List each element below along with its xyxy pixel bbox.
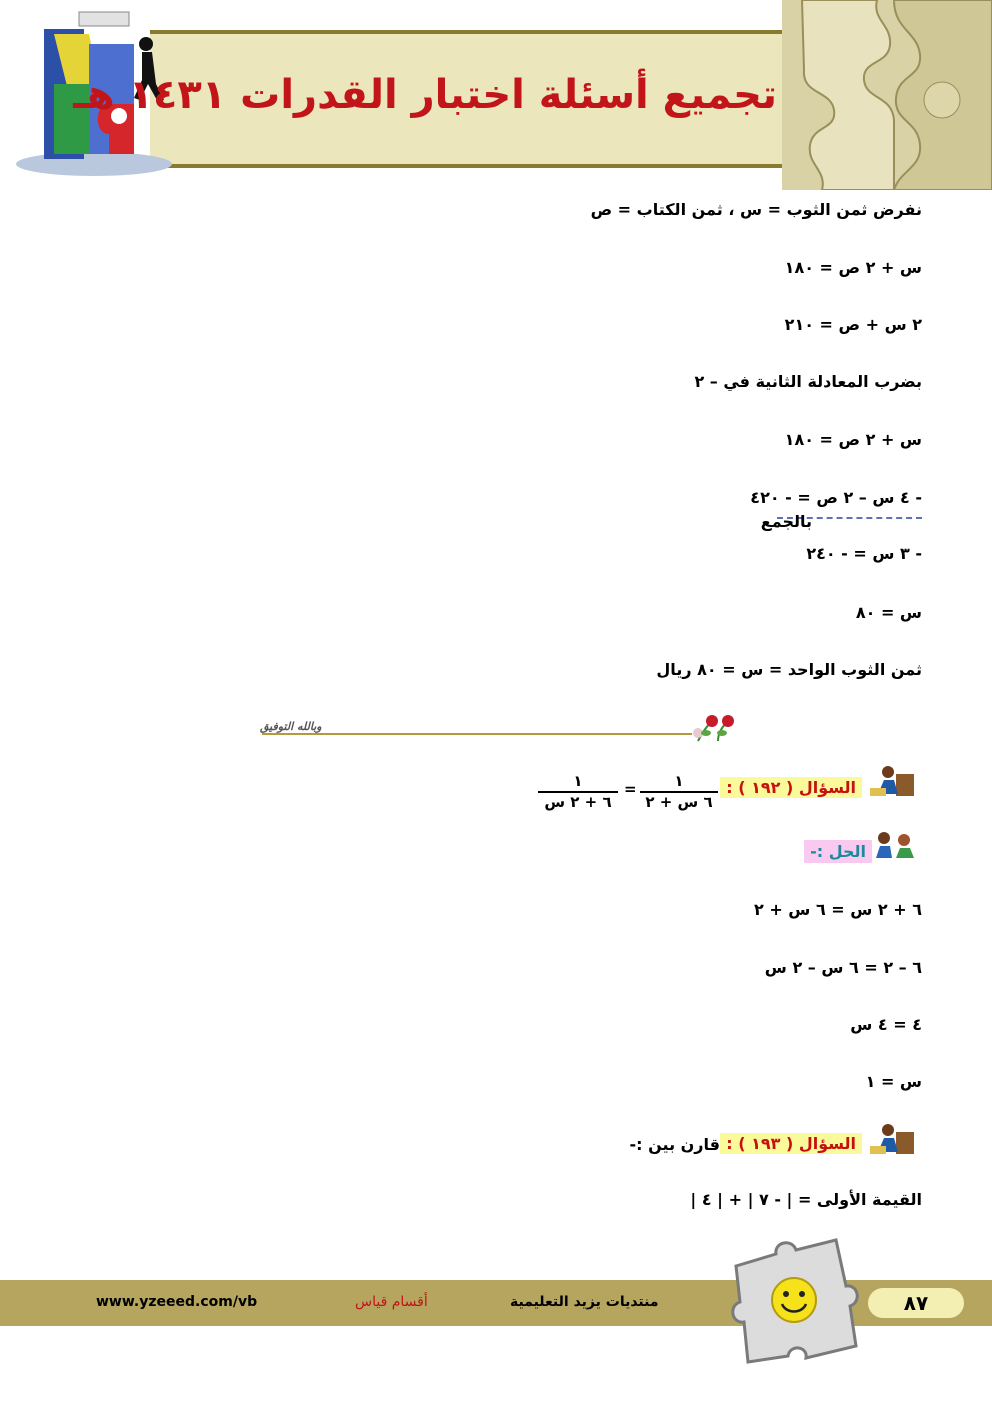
page-number: ٨٧ <box>868 1288 964 1318</box>
fraction-numerator: ١ <box>640 772 718 793</box>
students-icon <box>868 764 918 798</box>
question-193-label: السؤال ( ١٩٣ ) : <box>720 1133 862 1154</box>
section-name: أقسام قياس <box>355 1294 428 1310</box>
fraction-denominator: ٦ س + ٢ <box>645 793 713 811</box>
equation-line: بضرب المعادلة الثانية في – ٢ <box>694 372 922 391</box>
equation-line: س + ٢ ص = ١٨٠ <box>784 430 922 449</box>
question-192-label: السؤال ( ١٩٢ ) : <box>720 777 862 798</box>
question-193-text: قارن بين :- <box>629 1135 720 1154</box>
page-title: تجميع أسئلة اختبار القدرات ١٤٣١ هـ <box>73 72 777 118</box>
first-value-line: القيمة الأولى = | - ٧ | + | ٤ | <box>690 1190 922 1209</box>
answer-line: ثمن الثوب الواحد = س = ٨٠ ريال <box>656 660 922 679</box>
equation-line: - ٣ س = - ٢٤٠ <box>806 544 922 563</box>
solution-label: الحل :- <box>804 840 872 863</box>
page-header <box>0 0 992 190</box>
section-divider <box>262 733 692 735</box>
equation-line: س + ٢ ص = ١٨٠ <box>784 258 922 277</box>
equals-sign: = <box>624 780 637 798</box>
solution-step: ٤ = ٤ س <box>850 1015 922 1034</box>
smiley-puzzle-icon <box>726 1236 866 1364</box>
solution-step: ٦ + ٢ س = ٦ س + ٢ <box>753 900 922 919</box>
solution-step: ٦ – ٢ = ٦ س – ٢ س <box>764 958 922 977</box>
students-icon <box>868 1122 918 1156</box>
equation-line: س = ٨٠ <box>855 603 922 622</box>
solution-step: س = ١ <box>865 1072 922 1091</box>
equation-line: نفرض ثمن الثوب = س ، ثمن الكتاب = ص <box>590 200 922 219</box>
puzzle-pieces-decoration <box>782 0 992 190</box>
divider-caption: وبالله التوفيق <box>260 720 322 733</box>
equation-line: - ٤ س – ٢ ص = - ٤٢٠ <box>750 488 922 507</box>
addition-note: بالجمع <box>760 512 812 531</box>
equation-line: ٢ س + ص = ٢١٠ <box>784 315 922 334</box>
forum-name: منتديات يزيد التعليمية <box>510 1294 659 1310</box>
fraction-denominator: ٦ + ٢ س <box>544 793 612 811</box>
roses-icon <box>688 713 738 745</box>
fraction-right <box>538 772 618 811</box>
fraction-left <box>640 772 718 811</box>
fraction-numerator: ١ <box>538 772 618 793</box>
site-url[interactable]: www.yzeeed.com/vb <box>96 1294 258 1310</box>
students-icon <box>872 828 918 862</box>
